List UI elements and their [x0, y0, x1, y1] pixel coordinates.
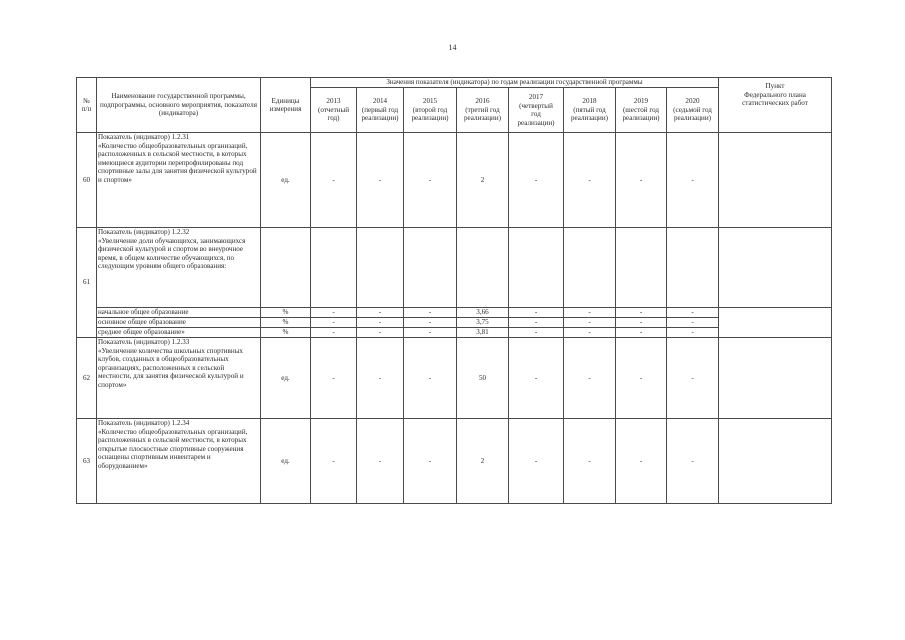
col-header-values-group: Значения показателя (индикатора) по годам реализации государственной программы: [311, 78, 719, 88]
value-cell: -: [311, 133, 357, 228]
value-cell: -: [357, 133, 404, 228]
empty-cell: [667, 228, 719, 308]
value-cell: -: [509, 308, 564, 318]
table-subrow: [77, 328, 832, 338]
value-cell: 3,81: [457, 328, 509, 338]
indicator-table: [76, 77, 832, 504]
value-cell: -: [509, 133, 564, 228]
value-cell: -: [357, 338, 404, 419]
value-cell: -: [404, 133, 457, 228]
col-header-federal-plan: Пункт Федерального плана статистических работ: [719, 78, 832, 133]
value-cell: 50: [457, 338, 509, 419]
value-cell: -: [667, 318, 719, 328]
subindicator-name: начальное общее образование: [97, 308, 261, 318]
value-cell: -: [509, 419, 564, 504]
value-cell: -: [509, 318, 564, 328]
col-header-year: 2014 (первый год реализации): [357, 88, 404, 133]
value-cell: -: [357, 419, 404, 504]
indicator-units: %: [261, 328, 311, 338]
indicator-name: Показатель (индикатор) 1.2.32 «Увеличение доли обучающихся, занимающихся физической культурой и спортом во внеурочное время, в общем количестве обучающихся, по следующим уровням общего образования:: [97, 228, 261, 308]
value-cell: -: [667, 133, 719, 228]
page-number: 14: [448, 43, 457, 52]
value-cell: -: [311, 328, 357, 338]
value-cell: -: [616, 338, 667, 419]
value-cell: -: [616, 419, 667, 504]
col-header-units: Единицы измерения: [261, 78, 311, 133]
empty-cell: [261, 228, 311, 308]
federal-plan-cell: [719, 133, 832, 228]
value-cell: -: [564, 133, 616, 228]
value-cell: -: [667, 328, 719, 338]
empty-cell: [616, 228, 667, 308]
value-cell: -: [357, 318, 404, 328]
col-header-name: Наименование государственной программы, подпрограммы, основного мероприятия, показателя (индикатора): [97, 78, 261, 133]
table-row: [77, 338, 832, 419]
col-header-year: 2017 (четвертый год реализации): [509, 88, 564, 133]
value-cell: 2: [457, 419, 509, 504]
table-subrow: [77, 308, 832, 318]
empty-cell: [719, 228, 832, 308]
value-cell: -: [357, 308, 404, 318]
table-row: [77, 419, 832, 504]
indicator-units: %: [261, 318, 311, 328]
federal-plan-cell: [719, 338, 832, 419]
value-cell: -: [404, 318, 457, 328]
value-cell: -: [564, 338, 616, 419]
col-header-year: 2019 (шестой год реализации): [616, 88, 667, 133]
value-cell: -: [357, 328, 404, 338]
table-row: [77, 133, 832, 228]
value-cell: -: [564, 328, 616, 338]
indicator-name: Показатель (индикатор) 1.2.31 «Количество общеобразовательных организаций, расположенных в сельской местности, в которых имеющиеся аудитории перепрофилированы под спортивные залы для занятия физической культурой и спортом»: [97, 133, 261, 228]
indicator-name: Показатель (индикатор) 1.2.34 «Количество общеобразовательных организаций, расположенных в сельской местности, в которых открытые плоскостные спортивные сооружения оснащены спортивным инвентарем и оборудованием»: [97, 419, 261, 504]
col-header-year: 2013 (отчетный год): [311, 88, 357, 133]
empty-cell: [357, 228, 404, 308]
indicator-units: ед.: [261, 338, 311, 419]
value-cell: 3,66: [457, 308, 509, 318]
value-cell: -: [564, 308, 616, 318]
value-cell: -: [311, 318, 357, 328]
empty-cell: [404, 228, 457, 308]
empty-cell: [311, 228, 357, 308]
col-header-year: 2018 (пятый год реализации): [564, 88, 616, 133]
federal-plan-cell: [719, 419, 832, 504]
table-row: [77, 228, 832, 308]
value-cell: -: [616, 133, 667, 228]
value-cell: -: [509, 338, 564, 419]
subindicator-name: основное общее образование: [97, 318, 261, 328]
value-cell: -: [404, 338, 457, 419]
subindicator-name: среднее общее образование»: [97, 328, 261, 338]
value-cell: -: [311, 338, 357, 419]
row-number: 62: [77, 338, 97, 419]
value-cell: -: [616, 308, 667, 318]
row-number: 63: [77, 419, 97, 504]
value-cell: -: [404, 308, 457, 318]
value-cell: -: [404, 328, 457, 338]
value-cell: -: [667, 338, 719, 419]
indicator-units: %: [261, 308, 311, 318]
value-cell: -: [616, 328, 667, 338]
empty-cell: [509, 228, 564, 308]
indicator-units: ед.: [261, 419, 311, 504]
value-cell: -: [564, 419, 616, 504]
col-header-year: 2016 (третий год реализации): [457, 88, 509, 133]
value-cell: -: [616, 318, 667, 328]
col-header-year: 2015 (второй год реализации): [404, 88, 457, 133]
col-header-no: № п/п: [77, 78, 97, 133]
value-cell: -: [667, 419, 719, 504]
value-cell: 3,75: [457, 318, 509, 328]
empty-cell: [457, 228, 509, 308]
value-cell: -: [311, 419, 357, 504]
indicator-name: Показатель (индикатор) 1.2.33 «Увеличение количества школьных спортивных клубов, созданных в общеобразовательных организациях, расположенных в сельской местности, для занятия физической культурой и спортом»: [97, 338, 261, 419]
value-cell: -: [564, 318, 616, 328]
value-cell: 2: [457, 133, 509, 228]
value-cell: -: [311, 308, 357, 318]
table-subrow: [77, 318, 832, 328]
col-header-year: 2020 (седьмой год реализации): [667, 88, 719, 133]
value-cell: -: [667, 308, 719, 318]
row-number: 60: [77, 133, 97, 228]
value-cell: -: [404, 419, 457, 504]
empty-cell: [564, 228, 616, 308]
indicator-units: ед.: [261, 133, 311, 228]
row-number: 61: [77, 228, 97, 338]
value-cell: -: [509, 328, 564, 338]
